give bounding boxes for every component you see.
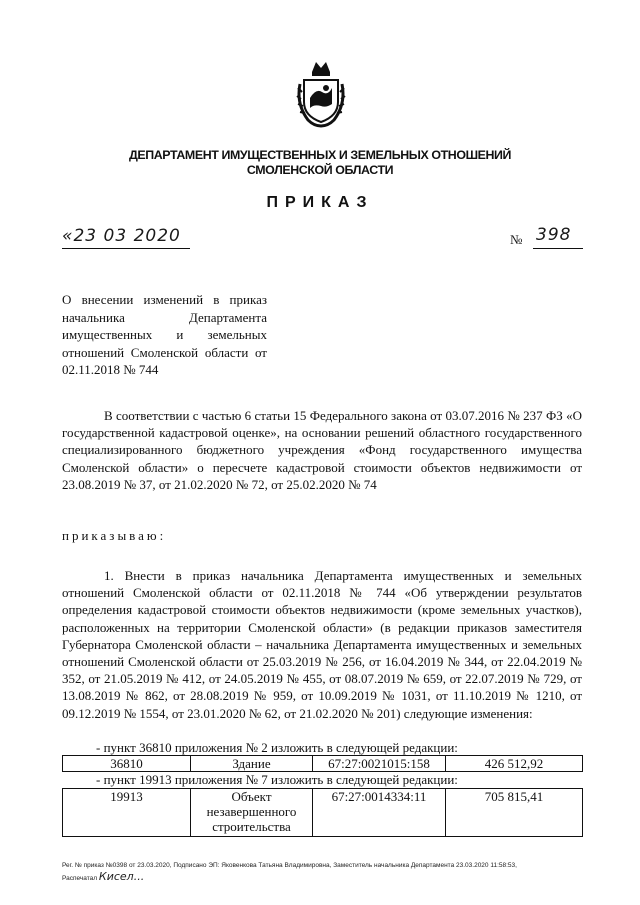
table-row <box>63 756 583 772</box>
amendment-item-1: - пункт 36810 приложения № 2 изложить в следующей редакции: <box>96 740 458 755</box>
number-underline <box>533 248 583 249</box>
footer-printed-by <box>62 871 602 884</box>
amendment-item-2: - пункт 19913 приложения № 7 изложить в следующей редакции: <box>96 772 458 787</box>
table-row <box>63 789 583 837</box>
table-cell-type: Объект незавершенного строительства <box>191 789 313 837</box>
footer-printed-label: Распечатал <box>62 875 98 882</box>
order-date: «23 03 2020 <box>62 226 181 246</box>
department-line-1: ДЕПАРТАМЕНТ ИМУЩЕСТВЕННЫХ И ЗЕМЕЛЬНЫХ ОТНОШЕНИЙ <box>128 148 512 162</box>
paragraph-1: 1. Внести в приказ начальника Департамента имущественных и земельных отношений Смоленской области от 02.11.2018 № 744 «Об утверждении результатов определения кадастровой стоимости объектов недвижимости (кроме земельных участков), расположенных на территории Смоленской области» (в редакции приказов заместителя Губернатора Смоленской области – начальника Департамента имущественных и земельных отношений Смоленской области от 25.03.2019 № 256, от 16.04.2019 № 344, от 22.04.2019 № 352, от 21.05.2019 № 412, от 24.05.2019 № 455, от 08.07.2019 № 659, от 22.07.2019 № 729, от 13.08.2019 № 862, от 28.08.2019 № 959, от 10.09.2019 № 1031, от 11.10.2019 № 1210, от 09.12.2019 № 1554, от 23.01.2020 № 62, от 21.02.2020 № 201) следующие изменения: <box>62 568 582 721</box>
amendment-table-2 <box>62 788 583 837</box>
department-line-2: СМОЛЕНСКОЙ ОБЛАСТИ <box>246 163 394 177</box>
amendment-table-1 <box>62 755 583 772</box>
table-cell-number: 19913 <box>63 789 191 837</box>
registration-footer <box>62 860 602 884</box>
order-number-label: № <box>510 232 523 247</box>
decree-word: приказываю: <box>62 528 167 543</box>
table-cell-cadastral: 67:27:0021015:158 <box>313 756 446 772</box>
date-underline <box>62 248 190 249</box>
table-cell-cadastral: 67:27:0014334:11 <box>313 789 446 837</box>
footer-signature-info: Рег. № приказ №0398 от 23.03.2020, Подписано ЭП: Яковенкова Татьяна Владимировна, Заместитель начальника Департамента 23.03.2020 11:58:53, <box>62 862 517 869</box>
coat-of-arms-icon <box>296 58 346 128</box>
table-cell-type: Здание <box>191 756 313 772</box>
handwritten-signature: Кисел... <box>98 870 145 883</box>
table-cell-number: 36810 <box>63 756 191 772</box>
order-subject: О внесении изменений в приказ начальника Департамента имущественных и земельных отношений Смоленской области от 02.11.2018 № 744 <box>62 292 267 377</box>
table-cell-value: 426 512,92 <box>446 756 583 772</box>
document-title: ПРИКАЗ <box>266 194 374 211</box>
order-number: 398 <box>536 225 572 245</box>
preamble-paragraph: В соответствии с частью 6 статьи 15 Федерального закона от 03.07.2016 № 237 ФЗ «О государственной кадастровой оценке», на основании решений областного государственного специализированного бюджетного учреждения «Фонд государственного имущества Смоленской области» о пересчете кадастровой стоимости объектов недвижимости от 23.08.2019 № 37, от 21.02.2020 № 72, от 25.02.2020 № 74 <box>62 408 582 492</box>
table-cell-value: 705 815,41 <box>446 789 583 837</box>
department-name <box>60 148 580 178</box>
